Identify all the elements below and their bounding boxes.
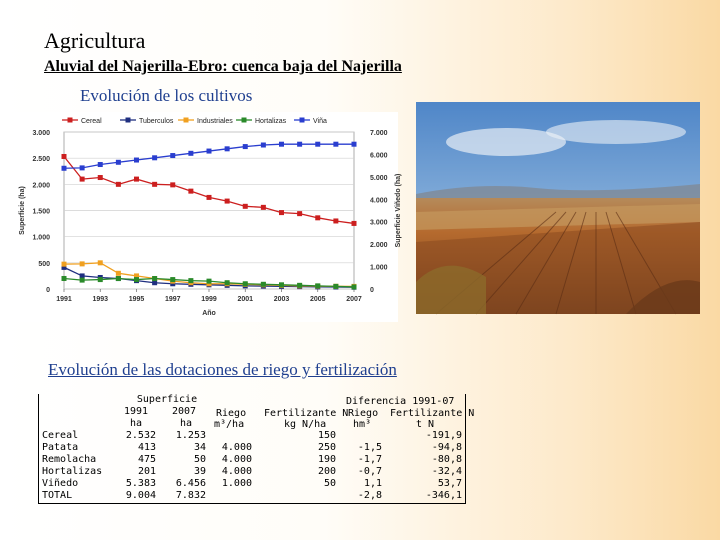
table-cell-s1991: 2.532 bbox=[125, 430, 156, 441]
data-point-vi-a bbox=[279, 142, 284, 147]
header-riego-unit: m³/ha bbox=[214, 419, 245, 430]
header-fertilizante: Fertilizante N bbox=[264, 408, 349, 419]
header-diff-fertilizante-unit: t N bbox=[416, 419, 435, 430]
data-point-vi-a bbox=[207, 149, 212, 154]
data-point-vi-a bbox=[134, 158, 139, 163]
legend-label: Cereal bbox=[81, 118, 102, 125]
data-point-cereal bbox=[261, 205, 266, 210]
header-fertilizante-unit: kg N/ha bbox=[284, 419, 327, 430]
y-right-tick-label: 7.000 bbox=[370, 130, 388, 137]
y-left-tick-label: 2.500 bbox=[32, 156, 50, 164]
y-left-axis-label: Superficie (ha) bbox=[19, 186, 26, 235]
header-superficie: Superficie bbox=[136, 394, 198, 405]
y-right-tick-label: 1.000 bbox=[370, 264, 388, 272]
x-axis-label: Año bbox=[202, 310, 216, 317]
table-cell-s2007: 34 bbox=[193, 442, 206, 453]
table-cell-d-riego: -1,7 bbox=[357, 454, 382, 465]
header-diff-riego: Riego bbox=[348, 408, 379, 419]
page-title: Agricultura bbox=[44, 28, 146, 53]
y-left-tick-label: 500 bbox=[38, 260, 50, 268]
data-point-hortalizas bbox=[297, 283, 302, 288]
legend-label: Industriales bbox=[197, 118, 233, 125]
data-point-cereal bbox=[333, 218, 338, 223]
data-point-cereal bbox=[243, 204, 248, 209]
page-subtitle: Aluvial del Najerilla-Ebro: cuenca baja del Najerilla bbox=[44, 58, 402, 75]
data-point-cereal bbox=[134, 177, 139, 182]
y-right-tick-label: 3.000 bbox=[370, 219, 388, 227]
y-right-tick-label: 6.000 bbox=[370, 152, 388, 160]
table-cell-name: Patata bbox=[42, 442, 79, 453]
legend-marker bbox=[68, 118, 73, 123]
data-point-cereal bbox=[297, 211, 302, 216]
y-left-tick-label: 1.500 bbox=[32, 208, 50, 216]
x-tick-label: 2003 bbox=[273, 296, 290, 303]
y-left-tick-label: 0 bbox=[46, 287, 50, 294]
y-right-tick-label: 0 bbox=[370, 287, 374, 294]
y-right-tick-label: 2.000 bbox=[370, 242, 388, 250]
data-point-cereal bbox=[207, 195, 212, 200]
data-point-vi-a bbox=[188, 151, 193, 156]
table-cell-d-riego: -1,5 bbox=[357, 442, 382, 453]
table-cell-fert: 50 bbox=[323, 478, 336, 489]
data-point-hortalizas bbox=[116, 276, 121, 281]
table-cell-d-riego: -2,8 bbox=[357, 490, 382, 501]
vineyard-photo bbox=[416, 102, 700, 314]
data-point-vi-a bbox=[152, 155, 157, 160]
data-point-vi-a bbox=[261, 143, 266, 148]
data-point-vi-a bbox=[170, 153, 175, 158]
table-cell-s1991: 201 bbox=[137, 466, 156, 477]
x-tick-label: 1991 bbox=[56, 296, 72, 303]
section-title-irrigation: Evolución de las dotaciones de riego y fertilización bbox=[48, 360, 397, 379]
x-tick-label: 1999 bbox=[201, 296, 217, 303]
table-cell-riego: 4.000 bbox=[221, 466, 252, 477]
legend-label: Tuberculos bbox=[139, 118, 174, 125]
data-point-cereal bbox=[188, 189, 193, 194]
table-cell-d-fert: -346,1 bbox=[425, 490, 462, 501]
data-point-vi-a bbox=[333, 142, 338, 147]
data-point-hortalizas bbox=[98, 277, 103, 282]
table-cell-d-fert: 53,7 bbox=[437, 478, 462, 489]
data-point-hortalizas bbox=[152, 276, 157, 281]
table-cell-s2007: 1.253 bbox=[175, 430, 206, 441]
x-tick-label: 2005 bbox=[309, 296, 326, 303]
table-cell-s2007: 50 bbox=[193, 454, 206, 465]
y-right-tick-label: 5.000 bbox=[370, 174, 388, 182]
legend-label: Hortalizas bbox=[255, 118, 287, 125]
x-tick-label: 2007 bbox=[346, 296, 362, 303]
data-point-hortalizas bbox=[225, 280, 230, 285]
data-point-vi-a bbox=[315, 142, 320, 147]
x-tick-label: 1995 bbox=[128, 296, 145, 303]
table-cell-d-fert: -94,8 bbox=[431, 442, 462, 453]
y-right-tick-label: 4.000 bbox=[370, 197, 388, 205]
legend-marker bbox=[126, 118, 131, 123]
data-point-industriales bbox=[98, 260, 103, 265]
header-riego: Riego bbox=[216, 408, 247, 419]
data-point-industriales bbox=[80, 261, 85, 266]
table-cell-riego: 4.000 bbox=[221, 454, 252, 465]
irrigation-table bbox=[38, 394, 475, 504]
data-point-vi-a bbox=[225, 146, 230, 151]
data-point-cereal bbox=[279, 210, 284, 215]
table-cell-riego: 1.000 bbox=[221, 478, 252, 489]
header-diff-fertilizante: Fertilizante N bbox=[390, 408, 475, 419]
data-point-hortalizas bbox=[80, 278, 85, 283]
table-cell-d-riego: 1,1 bbox=[363, 478, 382, 489]
table-cell-name: Hortalizas bbox=[42, 466, 103, 477]
data-point-industriales bbox=[62, 262, 67, 267]
table-cell-d-riego: -0,7 bbox=[357, 466, 382, 477]
data-point-cereal bbox=[170, 182, 175, 187]
data-point-cereal bbox=[62, 154, 67, 159]
header-year-2007: 2007 bbox=[172, 406, 197, 417]
table-cell-s1991: 475 bbox=[137, 454, 156, 465]
data-point-vi-a bbox=[243, 144, 248, 149]
header-diferencia: Diferencia 1991-07 bbox=[346, 396, 455, 407]
table-cell-riego: 4.000 bbox=[221, 442, 252, 453]
table-cell-d-fert: -32,4 bbox=[431, 466, 462, 477]
table-cell-d-fert: -191,9 bbox=[425, 430, 462, 441]
legend-label: Viña bbox=[313, 118, 327, 125]
data-point-vi-a bbox=[352, 142, 357, 147]
x-tick-label: 1993 bbox=[92, 296, 109, 303]
data-point-cereal bbox=[352, 221, 357, 226]
data-point-hortalizas bbox=[243, 281, 248, 286]
data-point-hortalizas bbox=[315, 283, 320, 288]
table-cell-s2007: 6.456 bbox=[175, 478, 206, 489]
data-point-hortalizas bbox=[170, 277, 175, 282]
data-point-hortalizas bbox=[279, 282, 284, 287]
table-cell-fert: 190 bbox=[317, 454, 336, 465]
data-point-vi-a bbox=[98, 162, 103, 167]
legend-marker bbox=[184, 118, 189, 123]
header-unit-ha-1991: ha bbox=[130, 418, 143, 429]
vineyard-image bbox=[416, 102, 700, 314]
table-cell-s1991: 413 bbox=[137, 442, 156, 453]
table-cell-fert: 250 bbox=[317, 442, 336, 453]
data-point-cereal bbox=[80, 177, 85, 182]
data-point-hortalizas bbox=[134, 277, 139, 282]
data-point-hortalizas bbox=[62, 276, 67, 281]
table-cell-name: TOTAL bbox=[42, 490, 73, 501]
data-point-cereal bbox=[225, 199, 230, 204]
table-cell-s2007: 39 bbox=[193, 466, 206, 477]
data-point-hortalizas bbox=[207, 279, 212, 284]
table-cell-d-fert: -80,8 bbox=[431, 454, 462, 465]
table-cell-s1991: 9.004 bbox=[125, 490, 156, 501]
data-point-hortalizas bbox=[352, 284, 357, 289]
header-diff-riego-unit: hm³ bbox=[353, 419, 372, 430]
table-cell-fert: 150 bbox=[317, 430, 336, 441]
data-point-industriales bbox=[116, 271, 121, 276]
data-point-cereal bbox=[116, 182, 121, 187]
x-tick-label: 2001 bbox=[237, 296, 254, 303]
header-unit-ha-2007: ha bbox=[180, 418, 193, 429]
data-point-vi-a bbox=[62, 166, 67, 171]
crops-chart bbox=[14, 112, 402, 322]
header-year-1991: 1991 bbox=[124, 406, 149, 417]
data-point-vi-a bbox=[116, 160, 121, 165]
data-point-hortalizas bbox=[333, 284, 338, 289]
data-point-cereal bbox=[98, 175, 103, 180]
table-cell-fert: 200 bbox=[317, 466, 336, 477]
table-cell-name: Cereal bbox=[42, 430, 79, 441]
x-tick-label: 1997 bbox=[164, 296, 181, 303]
table-cell-s1991: 5.383 bbox=[125, 478, 156, 489]
data-point-cereal bbox=[152, 182, 157, 187]
table-cell-name: Remolacha bbox=[42, 454, 97, 465]
y-left-tick-label: 3.000 bbox=[32, 130, 50, 137]
data-point-vi-a bbox=[297, 142, 302, 147]
section-title-crops: Evolución de los cultivos bbox=[80, 86, 253, 105]
legend-marker bbox=[242, 118, 247, 123]
y-left-tick-label: 2.000 bbox=[32, 182, 50, 190]
legend-marker bbox=[300, 118, 305, 123]
data-point-vi-a bbox=[80, 165, 85, 170]
y-right-axis-label: Superficie Viñedo (ha) bbox=[395, 173, 402, 248]
data-point-hortalizas bbox=[188, 278, 193, 283]
table-cell-s2007: 7.832 bbox=[175, 490, 206, 501]
data-point-cereal bbox=[315, 215, 320, 220]
crops-chart-svg bbox=[14, 112, 402, 322]
y-left-tick-label: 1.000 bbox=[32, 234, 50, 242]
data-point-hortalizas bbox=[261, 282, 266, 287]
table-cell-name: Viñedo bbox=[42, 478, 79, 489]
